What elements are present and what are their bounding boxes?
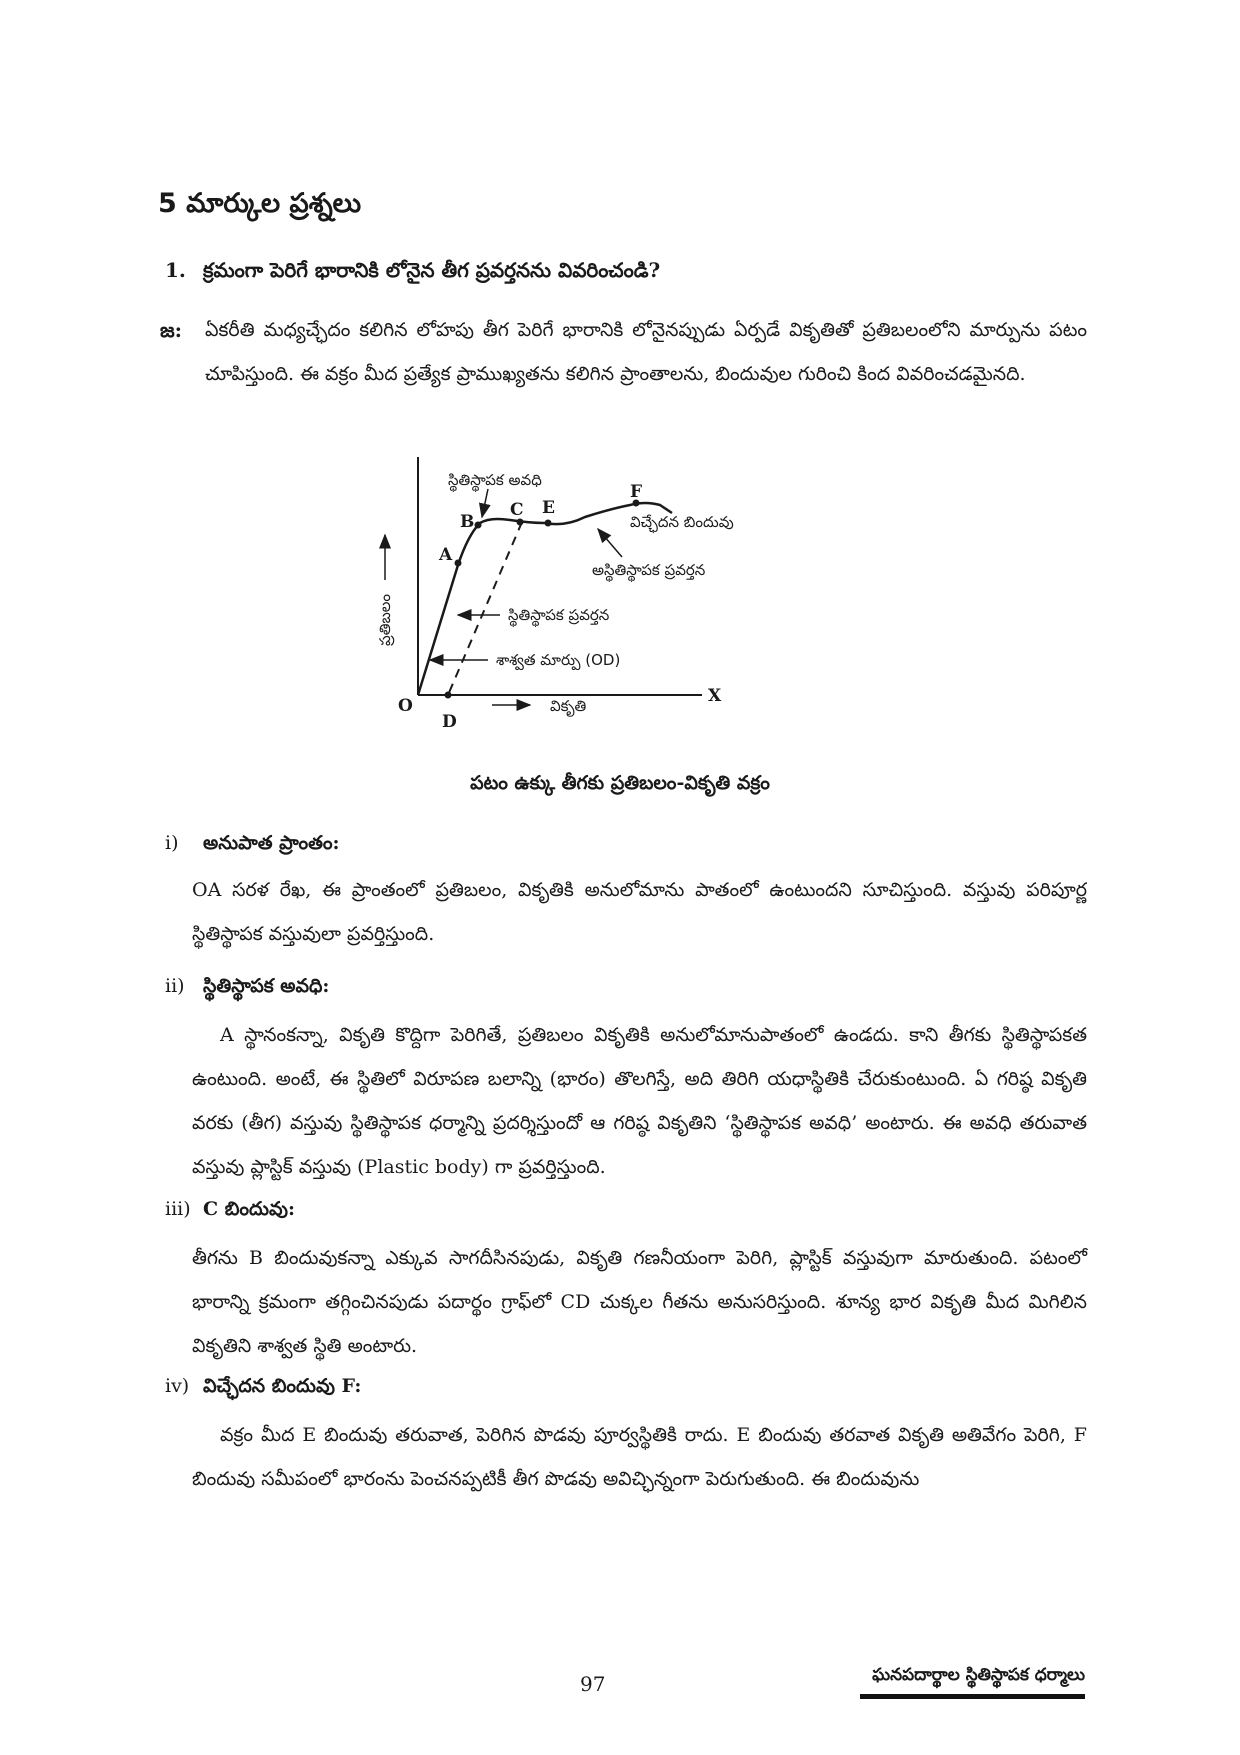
plastic-behaviour-label: అస్థితిస్థాపక ప్రవర్తన — [592, 561, 706, 579]
point-e-marker — [545, 520, 552, 527]
figure-caption: పటం ఉక్కు తీగకు ప్రతిబలం-వికృతి వక్రం — [470, 772, 770, 794]
question-number: 1. — [165, 258, 186, 282]
section-title-text: స్థితిస్థాపక అవధి: — [203, 975, 330, 997]
section-body: వక్రం మీద E బిందువు తరువాత, పెరిగిన పొడవు పూర్వస్థితికి రాదు. E బిందువు తరవాత వికృతి అతివేగం పెరిగి, F బిందువు సమీపంలో భారంను పెంచనప్పటికీ తీగ పొడవు అవిచ్ఛిన్నంగా పెరుగుతుంది. ఈ బిందువును — [192, 1424, 1087, 1490]
elastic-limit-label: స్థితిస్థాపక అవధి — [448, 471, 542, 489]
section-title: 5 మార్కుల ప్రశ్నలు — [158, 188, 362, 219]
section-roman: ii) — [165, 975, 185, 997]
point-d-marker — [445, 692, 452, 699]
section-roman: iv) — [165, 1375, 190, 1397]
chapter-title-footer: ఘనపదార్థాల స్థితిస్థాపక ధర్మాలు — [872, 1665, 1085, 1685]
point-e-label: E — [542, 498, 555, 518]
section-heading — [165, 1375, 361, 1402]
permanent-set-label: శాశ్వత మార్పు (OD) — [496, 651, 621, 669]
section-heading — [165, 1198, 295, 1225]
point-b-marker — [475, 522, 482, 529]
point-a-marker — [455, 560, 462, 567]
point-f-label: F — [630, 482, 643, 502]
point-c-label: C — [510, 500, 524, 520]
section-heading — [165, 832, 340, 859]
section-roman: iii) — [165, 1198, 191, 1220]
section-heading — [165, 975, 329, 1002]
plastic-behaviour-arrow — [598, 529, 622, 557]
stress-strain-figure — [360, 445, 830, 745]
elastic-behaviour-label: స్థితిస్థాపక ప్రవర్తన — [508, 606, 610, 624]
section-title-text: విచ్ఛేదన బిందువు F: — [203, 1375, 362, 1397]
stress-strain-diagram — [360, 445, 830, 745]
section-body: OA సరళ రేఖ, ఈ ప్రాంతంలో ప్రతిబలం, వికృతికి అనులోమాను పాతంలో ఉంటుందని సూచిస్తుంది. వస్తువు పరిపూర్ణ స్థితిస్థాపక వస్తువులా ప్రవర్తిస్తుంది. — [192, 879, 1087, 945]
section-body: తీగను B బిందువుకన్నా ఎక్కువ సాగదీసినపుడు, వికృతి గణనీయంగా పెరిగి, ప్లాస్టిక్ వస్తువుగా మారుతుంది. పటంలో భారాన్ని క్రమంగా తగ్గించినపుడు పదార్థం గ్రాఫ్‌లో CD చుక్కల గీతను అనుసరిస్తుంది. శూన్య భార వికృతి మీద మిగిలిన వికృతిని శాశ్వత స్థితి అంటారు. — [192, 1247, 1087, 1357]
question — [165, 258, 660, 287]
question-text: క్రమంగా పెరిగే భారానికి లోనైన తీగ ప్రవర్తనను వివరించండి? — [203, 258, 661, 282]
page-number: 97 — [580, 1672, 606, 1696]
breaking-point-label: విచ్ఛేదన బిందువు — [630, 513, 734, 531]
point-a-label: A — [439, 545, 453, 565]
section-title-text: అనుపాత ప్రాంతం: — [203, 832, 340, 854]
answer-intro: ఏకరీతి మధ్యచ్ఛేదం కలిగిన లోహపు తీగ పెరిగే భారానికి లోనైనప్పుడు ఏర్పడే వికృతితో ప్రతిబలంలోని మార్పును పటం చూపిస్తుంది. ఈ వక్రం మీద ప్రత్యేక ప్రాముఖ్యతను కలిగిన ప్రాంతాలను, బిందువుల గురించి కింద వివరించడమైనది. — [205, 319, 1087, 385]
section-roman: i) — [165, 832, 179, 854]
origin-label: O — [398, 696, 413, 716]
section-body: A స్థానంకన్నా, వికృతి కొద్దిగా పెరిగితే, ప్రతిబలం వికృతికి అనులోమానుపాతంలో ఉండదు. కాని తీగకు స్థితిస్థాపకత ఉంటుంది. అంటే, ఈ స్థితిలో విరూపణ బలాన్ని (భారం) తొలగిస్తే, అది తిరిగి యధాస్థితికి చేరుకుంటుంది. ఏ గరిష్ఠ వికృతి వరకు (తీగ) వస్తువు స్థితిస్థాపక ధర్మాన్ని ప్రదర్శిస్తుందో ఆ గరిష్ఠ వికృతిని ‘స్థితిస్థాపక అవధి’ అంటారు. ఈ అవధి తరువాత వస్తువు ప్లాస్టిక్ వస్తువు (Plastic body) గా ప్రవర్తిస్తుంది. — [192, 1024, 1087, 1178]
x-axis-letter: X — [708, 686, 722, 706]
section-title-text: C బిందువు: — [203, 1198, 295, 1220]
answer-label: జ: — [160, 318, 183, 342]
footer-rule — [860, 1694, 1085, 1699]
point-b-label: B — [460, 512, 475, 532]
point-d-label: D — [442, 712, 457, 732]
y-axis-label: ప్రతిబలం — [376, 594, 394, 646]
x-axis-label: వికృతి — [550, 697, 587, 715]
elastic-limit-arrow — [482, 489, 488, 517]
